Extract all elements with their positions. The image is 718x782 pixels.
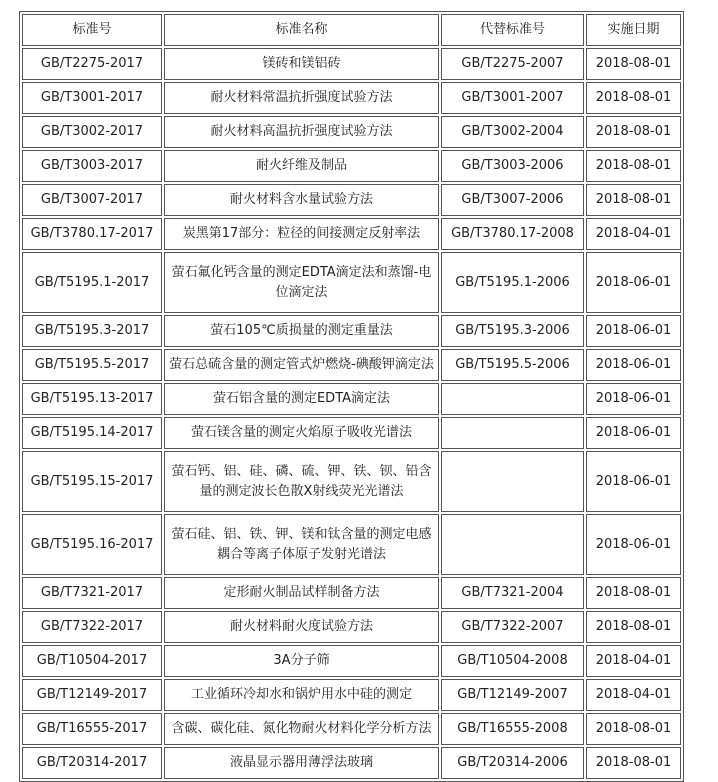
- header-standard-name: 标准名称: [164, 14, 439, 46]
- cell-replaced-standard: GB/T5195.1-2006: [441, 252, 584, 313]
- cell-standard-number: GB/T7321-2017: [22, 577, 162, 609]
- cell-standard-name: 定形耐火制品试样制备方法: [164, 577, 439, 609]
- cell-standard-name: 炭黑第17部分：粒径的间接测定反射率法: [164, 218, 439, 250]
- cell-effective-date: 2018-04-01: [586, 679, 681, 711]
- cell-replaced-standard: GB/T7321-2004: [441, 577, 584, 609]
- cell-standard-number: GB/T5195.1-2017: [22, 252, 162, 313]
- cell-standard-name: 萤石105℃质损量的测定重量法: [164, 315, 439, 347]
- cell-effective-date: 2018-08-01: [586, 611, 681, 643]
- cell-replaced-standard: GB/T10504-2008: [441, 645, 584, 677]
- table-body: [22, 48, 681, 779]
- cell-standard-number: GB/T5195.3-2017: [22, 315, 162, 347]
- cell-effective-date: 2018-06-01: [586, 349, 681, 381]
- cell-standard-number: GB/T10504-2017: [22, 645, 162, 677]
- cell-standard-number: GB/T7322-2017: [22, 611, 162, 643]
- table-row: [22, 315, 681, 347]
- cell-effective-date: 2018-08-01: [586, 150, 681, 182]
- cell-replaced-standard: [441, 383, 584, 415]
- cell-effective-date: 2018-08-01: [586, 713, 681, 745]
- cell-effective-date: 2018-04-01: [586, 645, 681, 677]
- cell-replaced-standard: [441, 417, 584, 449]
- cell-standard-number: GB/T16555-2017: [22, 713, 162, 745]
- cell-standard-number: GB/T3002-2017: [22, 116, 162, 148]
- cell-effective-date: 2018-06-01: [586, 383, 681, 415]
- cell-standard-number: GB/T5195.13-2017: [22, 383, 162, 415]
- cell-standard-number: GB/T3007-2017: [22, 184, 162, 216]
- cell-replaced-standard: GB/T3780.17-2008: [441, 218, 584, 250]
- cell-replaced-standard: [441, 514, 584, 575]
- header-replaced-standard: 代替标准号: [441, 14, 584, 46]
- cell-effective-date: 2018-06-01: [586, 451, 681, 512]
- cell-standard-name: 耐火材料含水量试验方法: [164, 184, 439, 216]
- table-row: [22, 451, 681, 512]
- table-row: [22, 48, 681, 80]
- table-row: [22, 383, 681, 415]
- cell-replaced-standard: GB/T20314-2006: [441, 747, 584, 779]
- table-row: [22, 514, 681, 575]
- cell-replaced-standard: GB/T5195.5-2006: [441, 349, 584, 381]
- header-effective-date: 实施日期: [586, 14, 681, 46]
- cell-standard-name: 萤石总硫含量的测定管式炉燃烧-碘酸钾滴定法: [164, 349, 439, 381]
- cell-standard-name: 镁砖和镁铝砖: [164, 48, 439, 80]
- cell-standard-number: GB/T2275-2017: [22, 48, 162, 80]
- cell-standard-name: 萤石硅、铝、铁、钾、镁和钛含量的测定电感耦合等离子体原子发射光谱法: [164, 514, 439, 575]
- table-row: [22, 252, 681, 313]
- cell-replaced-standard: [441, 451, 584, 512]
- cell-standard-number: GB/T5195.14-2017: [22, 417, 162, 449]
- cell-standard-number: GB/T12149-2017: [22, 679, 162, 711]
- cell-replaced-standard: GB/T2275-2007: [441, 48, 584, 80]
- standards-table-container: [19, 11, 684, 782]
- table-row: [22, 116, 681, 148]
- cell-effective-date: 2018-08-01: [586, 116, 681, 148]
- cell-standard-name: 耐火材料高温抗折强度试验方法: [164, 116, 439, 148]
- cell-standard-number: GB/T3780.17-2017: [22, 218, 162, 250]
- cell-standard-name: 萤石铝含量的测定EDTA滴定法: [164, 383, 439, 415]
- table-header-row: [22, 14, 681, 46]
- cell-replaced-standard: GB/T16555-2008: [441, 713, 584, 745]
- table-row: [22, 611, 681, 643]
- cell-standard-number: GB/T5195.15-2017: [22, 451, 162, 512]
- table-row: [22, 417, 681, 449]
- cell-standard-name: 液晶显示器用薄浮法玻璃: [164, 747, 439, 779]
- cell-standard-name: 3A分子筛: [164, 645, 439, 677]
- cell-effective-date: 2018-06-01: [586, 514, 681, 575]
- cell-replaced-standard: GB/T3007-2006: [441, 184, 584, 216]
- cell-effective-date: 2018-08-01: [586, 747, 681, 779]
- cell-standard-number: GB/T5195.5-2017: [22, 349, 162, 381]
- table-row: [22, 713, 681, 745]
- table-row: [22, 82, 681, 114]
- table-row: [22, 679, 681, 711]
- table-row: [22, 645, 681, 677]
- cell-standard-name: 耐火材料耐火度试验方法: [164, 611, 439, 643]
- cell-standard-number: GB/T20314-2017: [22, 747, 162, 779]
- cell-standard-number: GB/T3001-2017: [22, 82, 162, 114]
- header-standard-number: 标准号: [22, 14, 162, 46]
- cell-standard-name: 工业循环冷却水和锅炉用水中硅的测定: [164, 679, 439, 711]
- cell-standard-name: 萤石钙、铝、硅、磷、硫、钾、铁、钡、铅含量的测定波长色散X射线荧光光谱法: [164, 451, 439, 512]
- cell-replaced-standard: GB/T3002-2004: [441, 116, 584, 148]
- cell-replaced-standard: GB/T3003-2006: [441, 150, 584, 182]
- table-row: [22, 150, 681, 182]
- cell-standard-name: 耐火材料常温抗折强度试验方法: [164, 82, 439, 114]
- cell-effective-date: 2018-04-01: [586, 218, 681, 250]
- cell-standard-name: 耐火纤维及制品: [164, 150, 439, 182]
- cell-standard-name: 萤石镁含量的测定火焰原子吸收光谱法: [164, 417, 439, 449]
- table-row: [22, 184, 681, 216]
- cell-effective-date: 2018-06-01: [586, 417, 681, 449]
- standards-table: [19, 11, 684, 782]
- cell-effective-date: 2018-08-01: [586, 82, 681, 114]
- table-row: [22, 747, 681, 779]
- cell-effective-date: 2018-08-01: [586, 184, 681, 216]
- table-row: [22, 577, 681, 609]
- cell-replaced-standard: GB/T5195.3-2006: [441, 315, 584, 347]
- cell-effective-date: 2018-06-01: [586, 315, 681, 347]
- cell-replaced-standard: GB/T7322-2007: [441, 611, 584, 643]
- cell-effective-date: 2018-06-01: [586, 252, 681, 313]
- cell-replaced-standard: GB/T3001-2007: [441, 82, 584, 114]
- cell-effective-date: 2018-08-01: [586, 577, 681, 609]
- cell-standard-name: 萤石氟化钙含量的测定EDTA滴定法和蒸馏-电位滴定法: [164, 252, 439, 313]
- cell-replaced-standard: GB/T12149-2007: [441, 679, 584, 711]
- cell-effective-date: 2018-08-01: [586, 48, 681, 80]
- cell-standard-number: GB/T3003-2017: [22, 150, 162, 182]
- table-row: [22, 218, 681, 250]
- cell-standard-name: 含碳、碳化硅、氮化物耐火材料化学分析方法: [164, 713, 439, 745]
- cell-standard-number: GB/T5195.16-2017: [22, 514, 162, 575]
- table-row: [22, 349, 681, 381]
